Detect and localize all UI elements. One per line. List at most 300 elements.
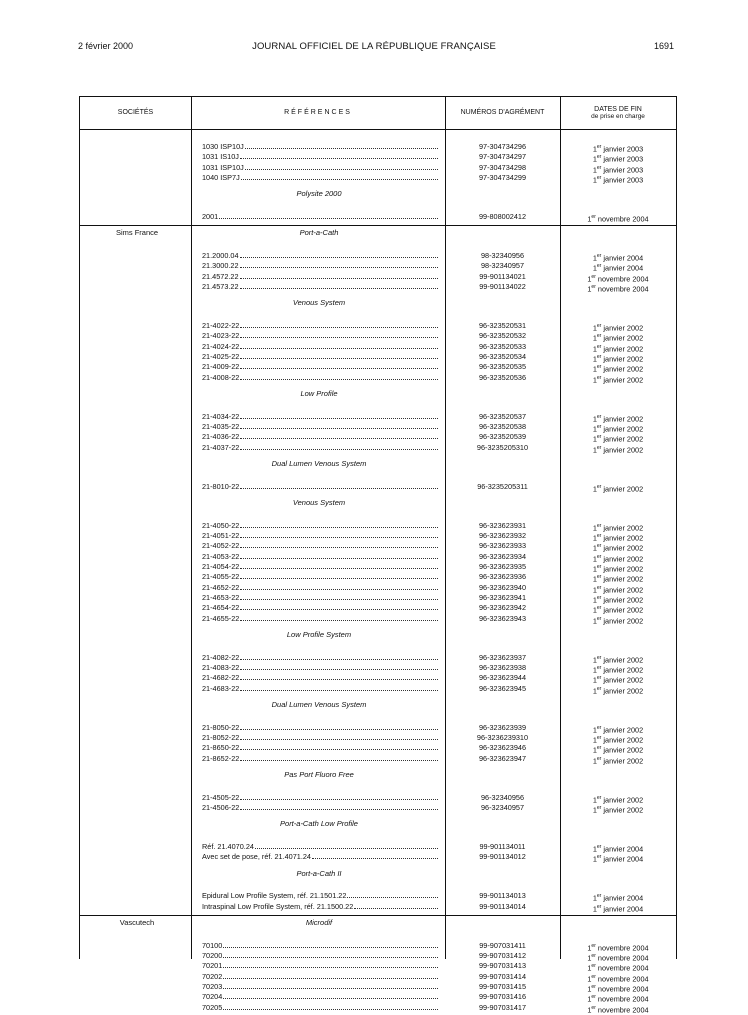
reference-text: 21.3000.22 <box>202 261 239 271</box>
reference-text: 21-4055-22 <box>202 572 240 582</box>
end-date: 1er janvier 2004 <box>592 253 644 263</box>
reference-cell <box>202 684 438 694</box>
end-date: 1er novembre 2004 <box>587 1004 649 1015</box>
product-section-title: Port-a-Cath Low Profile <box>280 819 358 829</box>
dot-leader <box>223 1008 438 1010</box>
journal-title: JOURNAL OFFICIEL DE LA RÉPUBLIQUE FRANÇAISE <box>252 41 496 52</box>
agrement-number: 99-907031417 <box>478 1002 527 1012</box>
end-date: 1er janvier 2002 <box>592 323 644 333</box>
table-row <box>0 212 748 222</box>
reference-text: 21-8010-22 <box>202 481 240 491</box>
agrement-number: 96-323520539 <box>478 432 527 442</box>
end-date: 1er novembre 2004 <box>587 953 649 963</box>
reference-text: 21-4054-22 <box>202 562 240 571</box>
reference-text: 21-4053-22 <box>202 551 240 561</box>
agrement-number: 99-907031416 <box>478 992 527 1002</box>
product-section-title: Polysite 2000 <box>296 189 342 199</box>
reference-cell <box>202 521 438 531</box>
end-date: 1er janvier 2004 <box>592 854 644 864</box>
reference-cell <box>202 422 438 432</box>
product-section-title: Dual Lumen Venous System <box>271 458 367 468</box>
reference-cell <box>202 992 438 1002</box>
end-date: 1er janvier 2002 <box>592 354 644 364</box>
end-date: 1er novembre 2004 <box>587 284 649 294</box>
table-row <box>0 531 748 541</box>
reference-cell <box>202 482 438 492</box>
end-date: 1er janvier 2002 <box>592 434 644 444</box>
end-date: 1er janvier 2002 <box>592 364 644 374</box>
end-date: 1er novembre 2004 <box>587 984 649 994</box>
reference-text: 70200 <box>202 951 223 961</box>
end-date: 1er janvier 2002 <box>592 724 644 735</box>
dot-leader <box>240 427 438 429</box>
dot-leader <box>240 658 438 660</box>
table-row <box>0 432 748 442</box>
table-row <box>0 743 748 753</box>
header-rule <box>80 129 676 130</box>
dot-leader <box>240 748 438 750</box>
agrement-number: 96-32340957 <box>480 802 524 812</box>
reference-text: 21-4034-22 <box>202 411 240 421</box>
end-date: 1er janvier 2002 <box>592 605 644 615</box>
dot-leader <box>240 487 438 489</box>
dot-leader <box>240 256 438 258</box>
table-row <box>0 733 748 743</box>
dot-leader <box>223 987 438 989</box>
reference-cell <box>202 583 438 593</box>
table-row <box>0 852 748 862</box>
reference-text: Réf. 21.4070.24 <box>202 842 254 851</box>
dot-leader <box>354 907 438 909</box>
end-date: 1er janvier 2002 <box>592 804 644 815</box>
reference-text: 21-4682-22 <box>202 673 240 683</box>
reference-text: 70204 <box>202 992 223 1002</box>
table-row <box>0 412 748 422</box>
reference-text: 21-4022-22 <box>202 321 240 331</box>
end-date: 1er janvier 2002 <box>592 745 644 755</box>
reference-text: 21-4083-22 <box>202 662 240 672</box>
table-row <box>0 362 748 372</box>
end-date: 1er janvier 2002 <box>592 333 644 343</box>
agrement-number: 99-901134013 <box>479 891 526 901</box>
end-date: 1er janvier 2002 <box>592 685 644 695</box>
agrement-number: 96-323623945 <box>478 683 527 693</box>
dot-leader <box>240 808 438 810</box>
reference-cell <box>202 163 438 173</box>
reference-text: Intraspinal Low Profile System, réf. 21.1500.22 <box>202 901 354 911</box>
reference-text: 21-4023-22 <box>202 331 240 341</box>
table-row <box>0 583 748 593</box>
reference-text: 21-4652-22 <box>202 582 240 592</box>
table-row <box>0 282 748 292</box>
table-row <box>0 1003 748 1013</box>
reference-cell <box>202 673 438 683</box>
dot-leader <box>240 347 438 349</box>
reference-cell <box>202 793 438 803</box>
agrement-number: 99-907031415 <box>478 982 527 991</box>
agrement-number: 99-901134012 <box>479 852 526 862</box>
agrement-number: 96-323623939 <box>478 722 527 732</box>
col-header-references: RÉFÉRENCES <box>284 109 352 117</box>
table-row <box>0 593 748 603</box>
end-date: 1er janvier 2002 <box>592 564 644 574</box>
table-row <box>0 951 748 961</box>
end-date: 1er janvier 2004 <box>592 263 644 273</box>
agrement-number: 96-323623942 <box>478 603 527 613</box>
page-number: 1691 <box>653 41 674 51</box>
reference-text: Epidural Low Profile System, réf. 21.1501.22 <box>202 891 347 901</box>
reference-cell <box>202 572 438 582</box>
dot-leader <box>240 417 438 419</box>
end-date: 1er novembre 2004 <box>587 994 649 1004</box>
product-section-title: Microdif <box>305 918 333 927</box>
table-row <box>0 541 748 551</box>
reference-text: 21-4051-22 <box>202 531 240 541</box>
dot-leader <box>240 738 438 740</box>
reference-text: 70100 <box>202 940 223 950</box>
dot-leader <box>347 896 438 898</box>
end-date: 1er janvier 2002 <box>592 654 644 665</box>
table-row <box>0 684 748 694</box>
agrement-number: 96-323520537 <box>478 411 527 421</box>
reference-cell <box>202 212 438 222</box>
reference-text: 70203 <box>202 982 223 991</box>
agrement-number: 96-323520536 <box>478 372 527 382</box>
table-row <box>0 653 748 663</box>
dot-leader <box>240 689 438 691</box>
agrement-number: 96-3235205310 <box>476 442 529 452</box>
end-date: 1er novembre 2004 <box>587 273 649 284</box>
agrement-number: 96-323520535 <box>478 362 527 372</box>
agrement-number: 96-323623943 <box>478 613 527 623</box>
end-date: 1er janvier 2002 <box>592 533 644 543</box>
agrement-number: 98-32340956 <box>480 251 524 261</box>
table-row <box>0 152 748 162</box>
dot-leader <box>240 357 438 359</box>
table-row <box>0 982 748 992</box>
reference-cell <box>202 902 438 912</box>
end-date: 1er novembre 2004 <box>587 963 649 973</box>
end-date: 1er janvier 2002 <box>592 444 644 455</box>
reference-text: 21-4035-22 <box>202 422 240 431</box>
end-date: 1er novembre 2004 <box>587 942 649 953</box>
dot-leader <box>255 847 438 849</box>
product-section-title: Low Profile <box>300 388 338 398</box>
reference-cell <box>202 552 438 562</box>
table-row <box>0 723 748 733</box>
dot-leader <box>240 546 438 548</box>
dot-leader <box>240 326 438 328</box>
end-date: 1er janvier 2002 <box>592 584 644 595</box>
reference-text: 70201 <box>202 961 223 971</box>
table-row <box>0 251 748 261</box>
agrement-number: 96-323623935 <box>478 562 527 571</box>
dot-leader <box>240 336 438 338</box>
page-header <box>0 41 748 55</box>
reference-text: 21-4008-22 <box>202 372 240 382</box>
agrement-number: 98-32340957 <box>480 261 524 271</box>
reference-cell <box>202 272 438 282</box>
reference-cell <box>202 842 438 852</box>
reference-text: 21-4050-22 <box>202 520 240 530</box>
dot-leader <box>241 178 438 180</box>
dot-leader <box>245 168 438 170</box>
agrement-number: 97-304734299 <box>478 172 527 182</box>
reference-text: 21-4082-22 <box>202 652 240 662</box>
table-row <box>0 961 748 971</box>
agrement-number: 96-323623938 <box>478 662 527 672</box>
reference-cell <box>202 603 438 613</box>
dot-leader <box>240 378 438 380</box>
product-section-title: Low Profile System <box>286 629 352 639</box>
agrement-number: 96-323520532 <box>478 331 527 341</box>
reference-cell <box>202 562 438 572</box>
dot-leader <box>240 577 438 579</box>
agrement-number: 96-32340956 <box>480 792 524 802</box>
product-section-title: Pas Port Fluoro Free <box>284 769 354 779</box>
agrement-number: 96-323623947 <box>478 753 527 763</box>
agrement-number: 99-901134022 <box>479 282 526 291</box>
table-row <box>0 321 748 331</box>
reference-text: 21-4654-22 <box>202 603 240 613</box>
product-section-title: Venous System <box>292 298 346 308</box>
reference-cell <box>202 891 438 901</box>
product-section-title: Port-a-Cath II <box>296 868 342 878</box>
dot-leader <box>240 157 438 159</box>
agrement-number: 99-808002412 <box>478 212 527 221</box>
table-row <box>0 422 748 432</box>
col-header-dates <box>560 97 676 129</box>
table-row <box>0 663 748 673</box>
agrement-number: 99-907031414 <box>478 971 527 981</box>
end-date: 1er janvier 2004 <box>592 893 644 903</box>
agrement-number: 96-323623946 <box>478 743 527 753</box>
table-row <box>0 482 748 492</box>
reference-text: 1031 ISP10J <box>202 162 244 172</box>
reference-text: 1030 ISP10J <box>202 142 244 151</box>
reference-cell <box>202 852 438 862</box>
dot-leader <box>223 977 438 979</box>
col-header-societes: SOCIÉTÉS <box>117 109 154 117</box>
reference-text: 21-4024-22 <box>202 341 240 351</box>
end-date: 1er novembre 2004 <box>587 214 649 224</box>
reference-text: 21-4037-22 <box>202 442 240 452</box>
end-date: 1er janvier 2002 <box>592 374 644 385</box>
reference-cell <box>202 373 438 383</box>
reference-text: 21-8050-22 <box>202 722 240 732</box>
reference-cell <box>202 663 438 673</box>
company-name: Vascutech <box>119 918 155 927</box>
reference-text: 21-4505-22 <box>202 792 240 802</box>
reference-cell <box>202 982 438 992</box>
reference-cell <box>202 593 438 603</box>
end-date: 1er janvier 2002 <box>592 615 644 625</box>
reference-text: Avec set de pose, réf. 21.4071.24 <box>202 852 311 862</box>
reference-text: 1031 IS10J <box>202 152 239 162</box>
reference-text: 21-8052-22 <box>202 732 240 742</box>
agrement-number: 96-323520534 <box>478 352 527 361</box>
agrement-number: 96-323623944 <box>478 673 527 683</box>
agrement-number: 96-323623933 <box>478 541 527 551</box>
reference-cell <box>202 251 438 261</box>
reference-text: 70202 <box>202 971 223 981</box>
agrement-number: 97-304734296 <box>478 142 527 151</box>
reference-cell <box>202 432 438 442</box>
table-row <box>0 793 748 803</box>
table-row <box>0 352 748 362</box>
dot-leader <box>240 798 438 800</box>
table-row <box>0 142 748 152</box>
agrement-number: 99-901134011 <box>479 842 526 851</box>
end-date: 1er janvier 2002 <box>592 553 644 564</box>
col-header-dates-line1: DATES DE FIN <box>594 105 642 113</box>
reference-cell <box>202 321 438 331</box>
reference-cell <box>202 723 438 733</box>
reference-text: 21-4683-22 <box>202 683 240 693</box>
table-row <box>0 941 748 951</box>
dot-leader <box>240 266 438 268</box>
reference-text: 70205 <box>202 1002 223 1012</box>
table-row <box>0 342 748 352</box>
agrement-number: 99-907031413 <box>478 961 527 971</box>
dot-leader <box>240 608 438 610</box>
dot-leader <box>312 857 438 859</box>
reference-cell <box>202 261 438 271</box>
reference-text: 21-4025-22 <box>202 352 240 361</box>
table-row <box>0 614 748 624</box>
end-date: 1er janvier 2003 <box>592 164 644 175</box>
end-date: 1er janvier 2002 <box>592 594 644 605</box>
reference-text: 21.4572.22 <box>202 271 239 281</box>
reference-text: 21-4009-22 <box>202 362 240 372</box>
agrement-number: 96-3236239310 <box>476 732 529 742</box>
product-section-title: Port-a-Cath <box>299 228 339 238</box>
reference-text: 2001 <box>202 212 219 221</box>
reference-cell <box>202 1003 438 1013</box>
table-row <box>0 331 748 341</box>
reference-cell <box>202 961 438 971</box>
reference-cell <box>202 443 438 453</box>
end-date: 1er novembre 2004 <box>587 973 649 984</box>
dot-leader <box>240 277 438 279</box>
reference-text: 21-8652-22 <box>202 753 240 763</box>
reference-cell <box>202 941 438 951</box>
dot-leader <box>240 287 438 289</box>
reference-cell <box>202 331 438 341</box>
agrement-number: 97-304734297 <box>478 152 527 162</box>
table-row <box>0 272 748 282</box>
table-row <box>0 673 748 683</box>
end-date: 1er janvier 2002 <box>592 343 644 354</box>
agrement-number: 96-323623936 <box>478 572 527 582</box>
agrement-number: 96-323520533 <box>478 341 527 351</box>
reference-text: 21-8650-22 <box>202 743 240 753</box>
table-row <box>0 891 748 901</box>
dot-leader <box>240 619 438 621</box>
agrement-number: 97-304734298 <box>478 162 527 172</box>
table-row <box>0 572 748 582</box>
company-name: Sims France <box>115 228 159 238</box>
agrement-number: 96-323623937 <box>478 652 527 662</box>
dot-leader <box>240 588 438 590</box>
reference-text: 1040 ISP7J <box>202 172 240 182</box>
end-date: 1er janvier 2002 <box>592 794 644 805</box>
dot-leader <box>240 536 438 538</box>
end-date: 1er janvier 2002 <box>592 483 644 494</box>
dot-leader <box>240 598 438 600</box>
col-header-numeros: NUMÉROS D'AGRÉMENT <box>460 109 545 117</box>
agrement-number: 96-323623940 <box>478 582 527 592</box>
end-date: 1er janvier 2002 <box>592 424 644 434</box>
company-divider <box>80 915 676 916</box>
dot-leader <box>223 997 438 999</box>
end-date: 1er janvier 2002 <box>592 755 644 765</box>
company-divider <box>80 225 676 226</box>
dot-leader <box>223 956 438 958</box>
agrement-number: 96-3235205311 <box>477 481 528 491</box>
reference-cell <box>202 412 438 422</box>
end-date: 1er janvier 2003 <box>592 154 644 164</box>
reference-cell <box>202 142 438 152</box>
end-date: 1er janvier 2002 <box>592 522 644 533</box>
reference-cell <box>202 614 438 624</box>
dot-leader <box>223 966 438 968</box>
end-date: 1er janvier 2002 <box>592 543 644 553</box>
reference-cell <box>202 282 438 292</box>
reference-cell <box>202 173 438 183</box>
end-date: 1er janvier 2004 <box>592 903 644 914</box>
reference-text: 21.4573.22 <box>202 282 239 291</box>
page-date: 2 février 2000 <box>78 41 134 51</box>
end-date: 1er janvier 2003 <box>592 174 644 185</box>
dot-leader <box>240 557 438 559</box>
reference-cell <box>202 754 438 764</box>
table-row <box>0 373 748 383</box>
dot-leader <box>240 567 438 569</box>
agrement-number: 96-323520538 <box>478 422 527 431</box>
reference-cell <box>202 531 438 541</box>
table-row <box>0 754 748 764</box>
product-section-title: Dual Lumen Venous System <box>271 699 367 709</box>
reference-text: 21-4655-22 <box>202 613 240 623</box>
table-row <box>0 552 748 562</box>
end-date: 1er janvier 2002 <box>592 675 644 685</box>
dot-leader <box>245 147 438 149</box>
reference-text: 21.2000.04 <box>202 251 239 261</box>
table-row <box>0 603 748 613</box>
dot-leader <box>223 946 438 948</box>
end-date: 1er janvier 2004 <box>592 844 644 854</box>
table-row <box>0 562 748 572</box>
end-date: 1er janvier 2002 <box>592 574 644 584</box>
reference-cell <box>202 342 438 352</box>
reference-text: 21-4506-22 <box>202 802 240 812</box>
reference-cell <box>202 951 438 961</box>
reference-cell <box>202 541 438 551</box>
product-section-title: Venous System <box>292 498 346 507</box>
reference-text: 21-4653-22 <box>202 592 240 602</box>
dot-leader <box>219 217 438 219</box>
reference-cell <box>202 362 438 372</box>
table-row <box>0 443 748 453</box>
end-date: 1er janvier 2002 <box>592 664 644 675</box>
reference-cell <box>202 743 438 753</box>
end-date: 1er janvier 2002 <box>592 734 644 745</box>
table-row <box>0 261 748 271</box>
agrement-number: 96-323520531 <box>478 321 527 331</box>
table-row <box>0 173 748 183</box>
table-row <box>0 902 748 912</box>
